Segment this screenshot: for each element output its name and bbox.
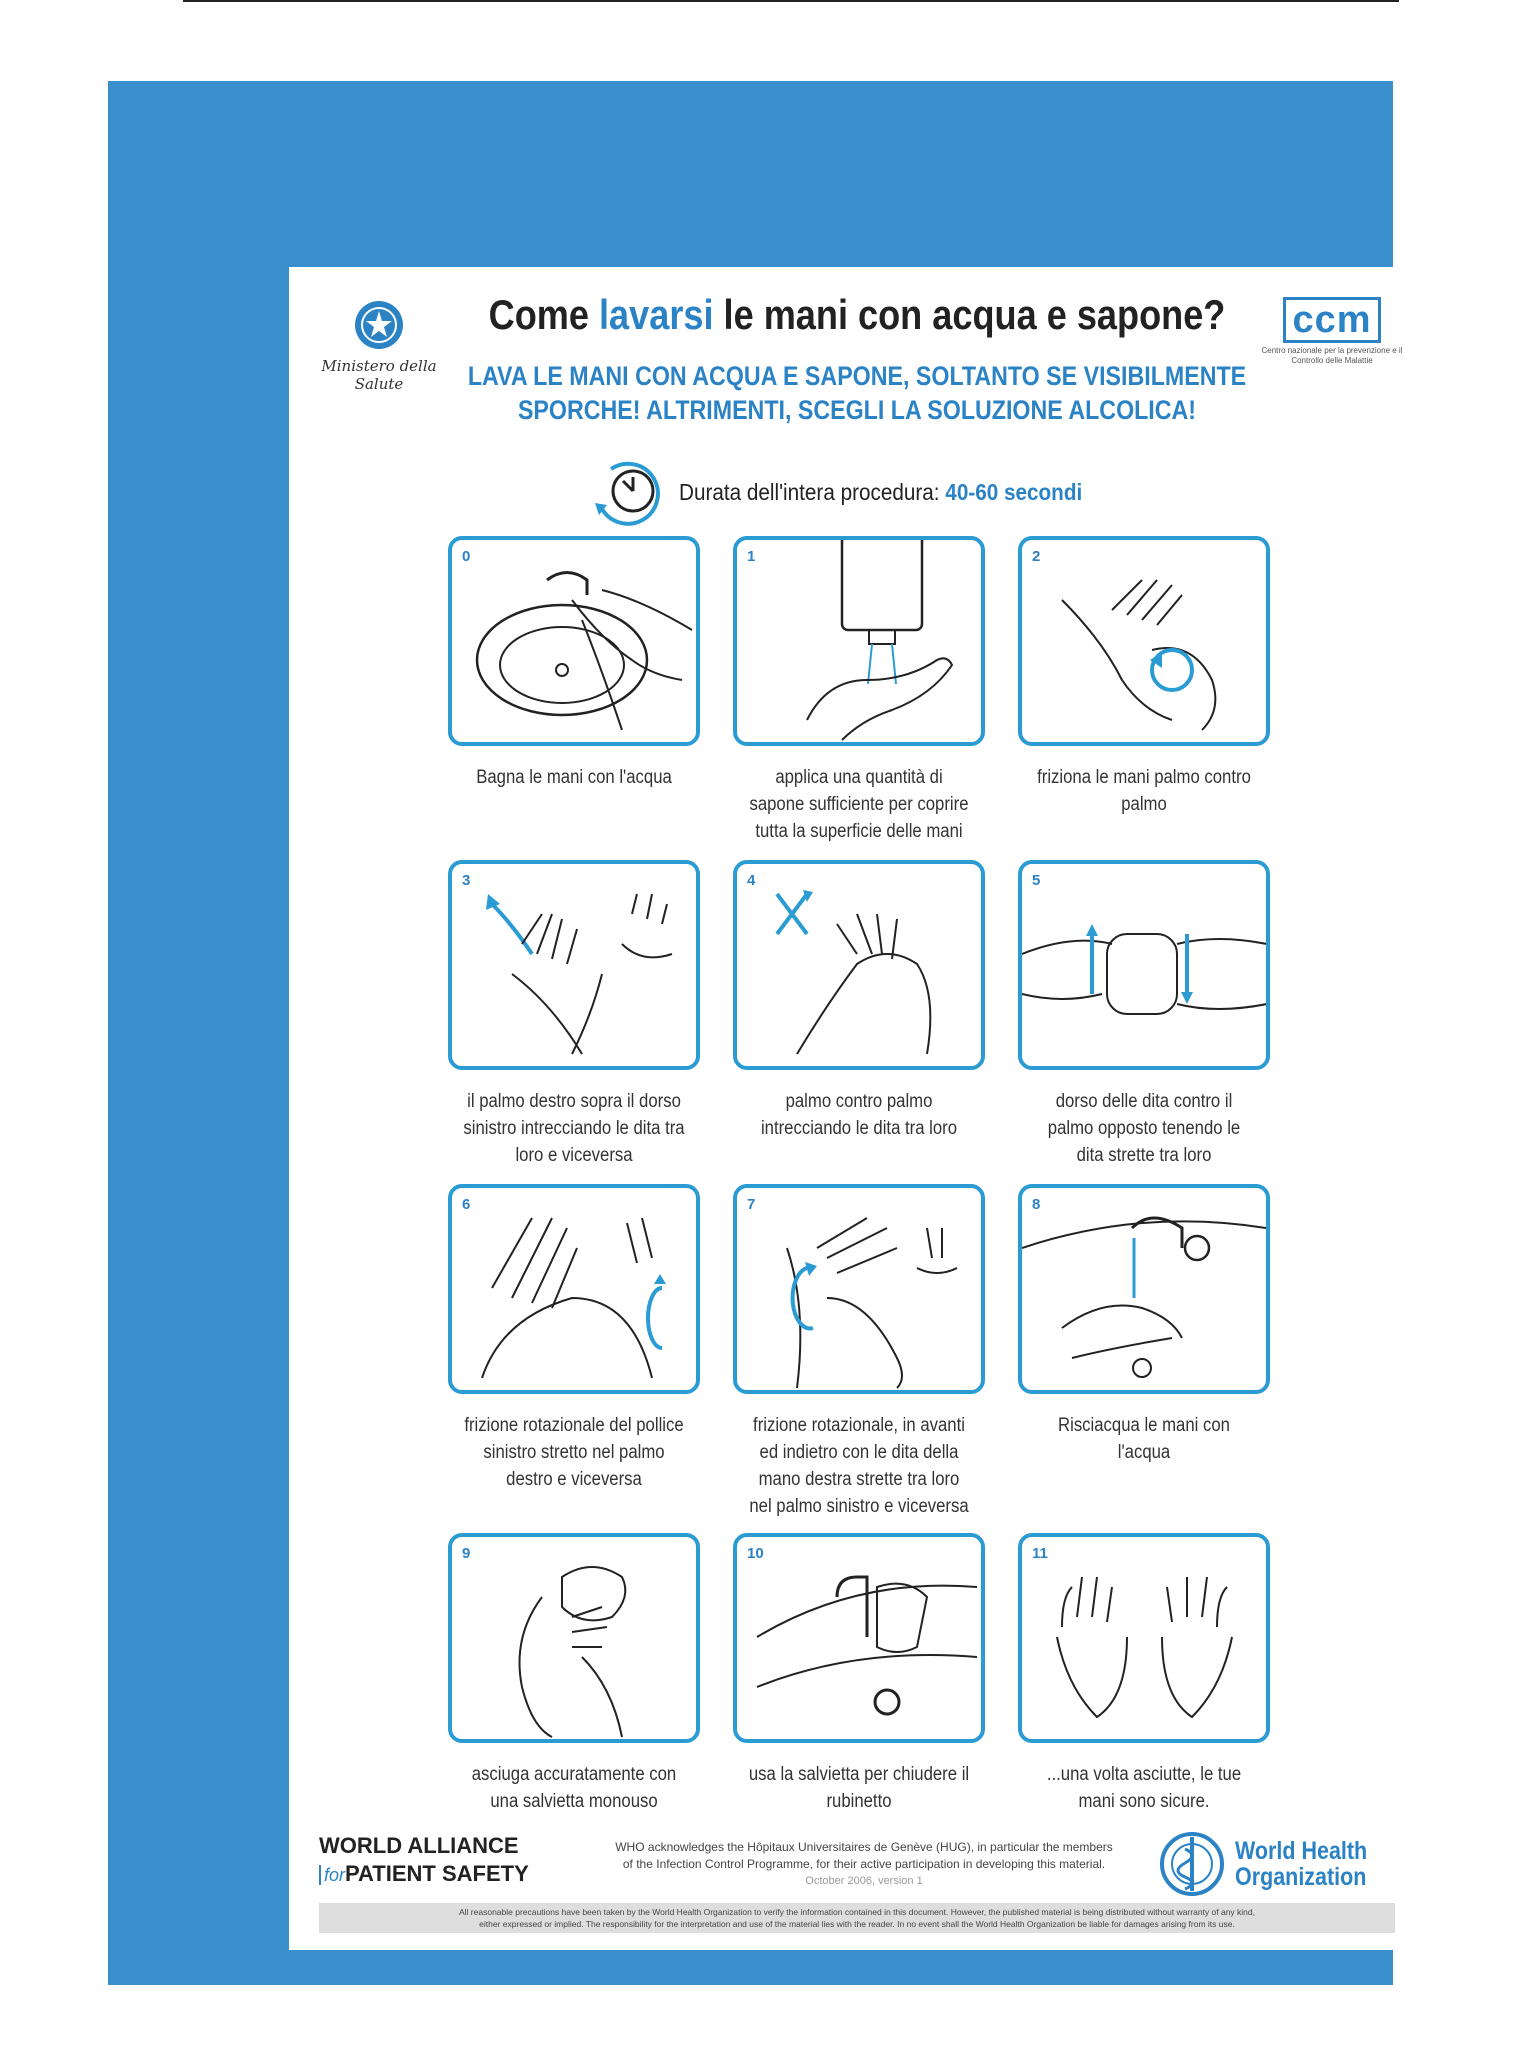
page-title [369,291,1346,339]
step-panel [1018,1533,1270,1743]
close-tap-icon [737,1537,981,1739]
step-caption: Bagna le mani con l'acqua [476,767,672,788]
subtitle-line2: SPORCHE! ALTRIMENTI, SCEGLI LA SOLUZIONE ALCOLICA! [517,395,1197,425]
duration-value: 40-60 secondi [945,478,1083,505]
step-panel [733,1533,985,1743]
title-post: le mani con acqua e sapone? [713,291,1226,338]
step-number: 6 [462,1196,471,1213]
ccm-subtitle: Centro nazionale per la prevenzione e il Controllo delle Malattie [1261,346,1403,365]
step-caption: applica una quantità di sapone sufficiente per coprire tutta la superficie delle mani [749,767,969,842]
step-panel [1018,860,1270,1070]
step-panel [1018,1184,1270,1394]
step-number: 0 [462,548,471,565]
step-11 [1018,1533,1270,1815]
step-panel [448,1184,700,1394]
wet-hands-icon [452,540,696,742]
step-caption: usa la salvietta per chiudere il rubinetto [748,1764,970,1812]
rinse-hands-icon [1022,1188,1266,1390]
step-7 [733,1184,985,1520]
blue-frame [108,81,1403,1985]
step-caption: friziona le mani palmo contro palmo [1037,767,1251,815]
who-logo [1157,1829,1389,1899]
subtitle [369,359,1346,427]
step-10 [733,1533,985,1815]
alliance-line2: PATIENT SAFETY [345,1861,529,1886]
fingers-back-icon [1022,864,1266,1066]
title-highlight: lavarsi [599,291,714,338]
step-caption: Risciacqua le mani con l'acqua [1058,1415,1230,1463]
fingertips-rotation-icon [737,1188,981,1390]
step-8 [1018,1184,1270,1466]
who-emblem-icon [1157,1829,1227,1899]
thumb-rotation-icon [452,1188,696,1390]
step-number: 1 [747,548,756,565]
alliance-for: for [319,1865,345,1885]
step-1 [733,536,985,845]
step-panel [733,536,985,746]
alliance-line1: WORLD ALLIANCE [319,1833,519,1858]
who-line2: Organization [1235,1863,1367,1891]
step-panel [733,860,985,1070]
step-caption: frizione rotazionale, in avanti ed indietro con le dita della mano destra strette tra loro nel palmo sinistro e viceversa [749,1415,969,1517]
step-caption: asciuga accuratamente con una salvietta monouso [471,1764,677,1812]
step-number: 4 [747,872,756,889]
version-text: October 2006, version 1 [805,1875,923,1887]
handwash-poster [289,267,1425,1950]
step-caption: dorso delle dita contro il palmo opposto tenendo le dita strette tra loro [1047,1091,1241,1166]
step-panel [733,1184,985,1394]
dry-hands-icon [452,1537,696,1739]
disclaimer [319,1903,1395,1933]
step-number: 5 [1032,872,1041,889]
duration-text [679,479,1082,506]
step-4 [733,860,985,1142]
step-number: 10 [747,1545,764,1562]
step-panel [448,536,700,746]
step-caption: ...una volta asciutte, le tue mani sono sicure. [1046,1764,1242,1812]
ministry-label: Ministero della Salute [321,357,437,393]
step-number: 7 [747,1196,756,1213]
ccm-logo-text: ccm [1283,297,1380,343]
soap-dispenser-icon [737,540,981,742]
subtitle-line1: LAVA LE MANI CON ACQUA E SAPONE, SOLTANTO SE VISIBILMENTE [467,361,1247,391]
disclaimer-line1: All reasonable precautions have been taken by the World Health Organization to verify the information contained in this document. However, the published material is being distributed without warranty of any kind, [459,1907,1255,1917]
step-number: 9 [462,1545,471,1562]
disclaimer-line2: either expressed or implied. The responsibility for the interpretation and use of the material lies with the reader. In no event shall the World Health Organization be liable for damages arising from its use. [479,1919,1235,1929]
step-5 [1018,860,1270,1169]
step-2 [1018,536,1270,818]
step-number: 8 [1032,1196,1041,1213]
step-panel [1018,536,1270,746]
duration-row [589,457,1127,527]
interlaced-fingers-icon [737,864,981,1066]
step-number: 2 [1032,548,1041,565]
step-panel [448,1533,700,1743]
ccm-logo [1257,297,1407,366]
duration-label: Durata dell'intera procedura: [679,478,946,505]
top-rule [183,0,1399,2]
clock-icon [589,457,669,527]
step-number: 3 [462,872,471,889]
world-alliance-logo [319,1833,529,1890]
palm-over-back-icon [452,864,696,1066]
step-6 [448,1184,700,1493]
step-9 [448,1533,700,1815]
ack-line1: WHO acknowledges the Hôpitaux Universitaires de Genève (HUG), in particular the members [615,1840,1113,1854]
step-panel [448,860,700,1070]
who-line1: World Health [1235,1837,1368,1865]
palm-to-palm-icon [1022,540,1266,742]
step-caption: il palmo destro sopra il dorso sinistro intrecciando le dita tra loro e viceversa [463,1091,685,1166]
ack-line2: of the Infection Control Programme, for their active participation in developing this material. [622,1857,1106,1871]
step-caption: palmo contro palmo intrecciando le dita tra loro [760,1091,958,1139]
step-0 [448,536,700,791]
acknowledgement [584,1839,1144,1890]
step-3 [448,860,700,1169]
step-caption: frizione rotazionale del pollice sinistro stretto nel palmo destro e viceversa [464,1415,684,1490]
title-pre: Come [488,291,600,338]
clean-hands-icon [1022,1537,1266,1739]
step-number: 11 [1032,1545,1048,1562]
